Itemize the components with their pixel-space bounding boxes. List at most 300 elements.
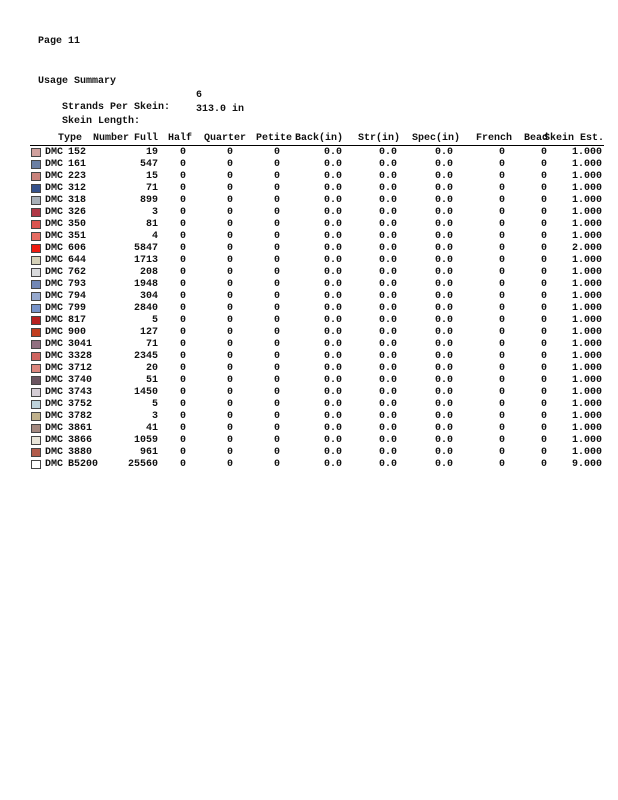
- cell-full: 20: [145, 363, 158, 374]
- cell-french: 0: [498, 255, 505, 266]
- cell-skein: 1.000: [571, 303, 602, 314]
- cell-number: 3861: [68, 423, 93, 434]
- cell-french: 0: [498, 459, 505, 470]
- cell-bead: 0: [540, 231, 547, 242]
- table-row: [0, 447, 618, 459]
- cell-number: 3880: [68, 447, 93, 458]
- cell-skein: 1.000: [571, 171, 602, 182]
- cell-type: DMC: [45, 447, 64, 458]
- cell-bead: 0: [540, 195, 547, 206]
- cell-back: 0.0: [323, 411, 342, 422]
- cell-skein: 9.000: [571, 459, 602, 470]
- cell-skein: 1.000: [571, 219, 602, 230]
- cell-french: 0: [498, 279, 505, 290]
- cell-french: 0: [498, 351, 505, 362]
- color-swatch: [31, 208, 41, 217]
- cell-skein: 1.000: [571, 435, 602, 446]
- cell-spec: 0.0: [434, 399, 453, 410]
- cell-french: 0: [498, 219, 505, 230]
- cell-quarter: 0: [226, 315, 233, 326]
- cell-petite: 0: [273, 411, 280, 422]
- cell-skein: 1.000: [571, 279, 602, 290]
- cell-half: 0: [179, 231, 186, 242]
- cell-skein: 1.000: [571, 399, 602, 410]
- cell-str: 0.0: [378, 459, 397, 470]
- cell-back: 0.0: [323, 183, 342, 194]
- cell-quarter: 0: [226, 423, 233, 434]
- cell-skein: 1.000: [571, 195, 602, 206]
- table-row: [0, 435, 618, 447]
- cell-back: 0.0: [323, 315, 342, 326]
- col-header-number: Number: [93, 133, 130, 144]
- cell-number: 817: [68, 315, 87, 326]
- cell-french: 0: [498, 159, 505, 170]
- cell-petite: 0: [273, 255, 280, 266]
- cell-french: 0: [498, 315, 505, 326]
- color-swatch: [31, 184, 41, 193]
- cell-bead: 0: [540, 447, 547, 458]
- cell-french: 0: [498, 291, 505, 302]
- cell-french: 0: [498, 423, 505, 434]
- cell-full: 4: [151, 231, 158, 242]
- cell-skein: 1.000: [571, 351, 602, 362]
- cell-type: DMC: [45, 255, 64, 266]
- cell-spec: 0.0: [434, 459, 453, 470]
- cell-petite: 0: [273, 147, 280, 158]
- cell-half: 0: [179, 147, 186, 158]
- cell-str: 0.0: [378, 279, 397, 290]
- cell-french: 0: [498, 267, 505, 278]
- cell-spec: 0.0: [434, 219, 453, 230]
- cell-half: 0: [179, 339, 186, 350]
- cell-french: 0: [498, 243, 505, 254]
- cell-half: 0: [179, 351, 186, 362]
- cell-petite: 0: [273, 423, 280, 434]
- cell-full: 71: [145, 339, 158, 350]
- table-row: [0, 459, 618, 471]
- cell-type: DMC: [45, 303, 64, 314]
- cell-type: DMC: [45, 459, 64, 470]
- col-header-skein: Skein Est.: [543, 133, 604, 144]
- cell-str: 0.0: [378, 411, 397, 422]
- cell-petite: 0: [273, 291, 280, 302]
- color-swatch: [31, 256, 41, 265]
- cell-half: 0: [179, 243, 186, 254]
- cell-petite: 0: [273, 459, 280, 470]
- cell-type: DMC: [45, 267, 64, 278]
- cell-number: 644: [68, 255, 87, 266]
- col-header-type: Type: [58, 133, 83, 144]
- cell-full: 208: [139, 267, 158, 278]
- cell-petite: 0: [273, 243, 280, 254]
- cell-petite: 0: [273, 435, 280, 446]
- cell-spec: 0.0: [434, 447, 453, 458]
- cell-quarter: 0: [226, 387, 233, 398]
- cell-type: DMC: [45, 207, 64, 218]
- table-row: [0, 315, 618, 327]
- cell-quarter: 0: [226, 291, 233, 302]
- cell-spec: 0.0: [434, 303, 453, 314]
- cell-str: 0.0: [378, 243, 397, 254]
- cell-french: 0: [498, 231, 505, 242]
- cell-spec: 0.0: [434, 375, 453, 386]
- cell-spec: 0.0: [434, 171, 453, 182]
- cell-str: 0.0: [378, 423, 397, 434]
- cell-spec: 0.0: [434, 363, 453, 374]
- cell-skein: 1.000: [571, 447, 602, 458]
- cell-spec: 0.0: [434, 339, 453, 350]
- cell-back: 0.0: [323, 363, 342, 374]
- cell-type: DMC: [45, 435, 64, 446]
- cell-french: 0: [498, 147, 505, 158]
- cell-petite: 0: [273, 363, 280, 374]
- cell-spec: 0.0: [434, 183, 453, 194]
- cell-quarter: 0: [226, 195, 233, 206]
- cell-spec: 0.0: [434, 267, 453, 278]
- cell-quarter: 0: [226, 147, 233, 158]
- cell-number: B5200: [68, 459, 99, 470]
- cell-full: 1450: [133, 387, 158, 398]
- table-row: [0, 231, 618, 243]
- usage-table: [0, 133, 618, 470]
- cell-quarter: 0: [226, 303, 233, 314]
- cell-spec: 0.0: [434, 435, 453, 446]
- cell-back: 0.0: [323, 303, 342, 314]
- cell-number: 312: [68, 183, 87, 194]
- cell-skein: 2.000: [571, 243, 602, 254]
- strands-per-skein-label: Strands Per Skein:: [62, 102, 171, 113]
- cell-half: 0: [179, 423, 186, 434]
- cell-bead: 0: [540, 279, 547, 290]
- table-row: [0, 255, 618, 267]
- cell-full: 81: [145, 219, 158, 230]
- color-swatch: [31, 340, 41, 349]
- usage-table-header: [0, 133, 618, 145]
- strands-per-skein-value: 6: [196, 90, 203, 101]
- page-number: Page 11: [38, 36, 81, 47]
- cell-french: 0: [498, 411, 505, 422]
- cell-spec: 0.0: [434, 147, 453, 158]
- cell-str: 0.0: [378, 219, 397, 230]
- cell-french: 0: [498, 375, 505, 386]
- cell-spec: 0.0: [434, 291, 453, 302]
- cell-str: 0.0: [378, 315, 397, 326]
- cell-type: DMC: [45, 423, 64, 434]
- cell-number: 3740: [68, 375, 93, 386]
- cell-spec: 0.0: [434, 351, 453, 362]
- cell-type: DMC: [45, 339, 64, 350]
- cell-french: 0: [498, 447, 505, 458]
- cell-number: 794: [68, 291, 87, 302]
- cell-quarter: 0: [226, 411, 233, 422]
- table-row: [0, 267, 618, 279]
- cell-full: 961: [139, 447, 158, 458]
- cell-str: 0.0: [378, 231, 397, 242]
- cell-number: 161: [68, 159, 87, 170]
- cell-full: 1713: [133, 255, 158, 266]
- cell-full: 71: [145, 183, 158, 194]
- cell-str: 0.0: [378, 303, 397, 314]
- cell-full: 1948: [133, 279, 158, 290]
- cell-full: 3: [151, 207, 158, 218]
- cell-type: DMC: [45, 147, 64, 158]
- cell-half: 0: [179, 255, 186, 266]
- cell-half: 0: [179, 459, 186, 470]
- cell-number: 3041: [68, 339, 93, 350]
- cell-skein: 1.000: [571, 327, 602, 338]
- cell-number: 3328: [68, 351, 93, 362]
- cell-back: 0.0: [323, 387, 342, 398]
- cell-back: 0.0: [323, 243, 342, 254]
- cell-half: 0: [179, 315, 186, 326]
- cell-back: 0.0: [323, 459, 342, 470]
- cell-type: DMC: [45, 183, 64, 194]
- cell-half: 0: [179, 159, 186, 170]
- cell-skein: 1.000: [571, 267, 602, 278]
- cell-bead: 0: [540, 327, 547, 338]
- col-header-half: Half: [167, 133, 192, 144]
- table-row: [0, 339, 618, 351]
- color-swatch: [31, 364, 41, 373]
- table-row: [0, 363, 618, 375]
- cell-str: 0.0: [378, 399, 397, 410]
- table-row: [0, 195, 618, 207]
- cell-petite: 0: [273, 207, 280, 218]
- cell-str: 0.0: [378, 183, 397, 194]
- table-row: [0, 207, 618, 219]
- cell-half: 0: [179, 171, 186, 182]
- cell-number: 3782: [68, 411, 93, 422]
- col-header-bead: Bead: [523, 133, 548, 144]
- cell-number: 318: [68, 195, 87, 206]
- cell-quarter: 0: [226, 351, 233, 362]
- cell-str: 0.0: [378, 159, 397, 170]
- cell-back: 0.0: [323, 159, 342, 170]
- cell-petite: 0: [273, 171, 280, 182]
- cell-full: 25560: [127, 459, 158, 470]
- cell-str: 0.0: [378, 171, 397, 182]
- cell-petite: 0: [273, 183, 280, 194]
- cell-petite: 0: [273, 279, 280, 290]
- cell-str: 0.0: [378, 291, 397, 302]
- cell-bead: 0: [540, 267, 547, 278]
- cell-type: DMC: [45, 171, 64, 182]
- skein-length-label: Skein Length:: [62, 116, 141, 127]
- cell-str: 0.0: [378, 327, 397, 338]
- cell-full: 19: [145, 147, 158, 158]
- cell-bead: 0: [540, 423, 547, 434]
- cell-french: 0: [498, 303, 505, 314]
- cell-quarter: 0: [226, 207, 233, 218]
- cell-petite: 0: [273, 387, 280, 398]
- cell-bead: 0: [540, 243, 547, 254]
- cell-back: 0.0: [323, 375, 342, 386]
- cell-type: DMC: [45, 387, 64, 398]
- color-swatch: [31, 268, 41, 277]
- cell-half: 0: [179, 447, 186, 458]
- cell-half: 0: [179, 327, 186, 338]
- table-row: [0, 159, 618, 171]
- col-header-spec: Spec(in): [411, 133, 460, 144]
- col-header-french: French: [475, 133, 512, 144]
- table-row: [0, 303, 618, 315]
- cell-number: 326: [68, 207, 87, 218]
- color-swatch: [31, 400, 41, 409]
- cell-str: 0.0: [378, 255, 397, 266]
- table-row: [0, 219, 618, 231]
- cell-half: 0: [179, 183, 186, 194]
- cell-str: 0.0: [378, 447, 397, 458]
- color-swatch: [31, 388, 41, 397]
- cell-spec: 0.0: [434, 423, 453, 434]
- cell-full: 2840: [133, 303, 158, 314]
- cell-back: 0.0: [323, 291, 342, 302]
- cell-spec: 0.0: [434, 387, 453, 398]
- cell-number: 3743: [68, 387, 93, 398]
- color-swatch: [31, 460, 41, 469]
- cell-str: 0.0: [378, 351, 397, 362]
- cell-petite: 0: [273, 327, 280, 338]
- cell-back: 0.0: [323, 435, 342, 446]
- cell-petite: 0: [273, 339, 280, 350]
- cell-back: 0.0: [323, 351, 342, 362]
- cell-skein: 1.000: [571, 291, 602, 302]
- cell-bead: 0: [540, 303, 547, 314]
- cell-half: 0: [179, 279, 186, 290]
- cell-back: 0.0: [323, 147, 342, 158]
- cell-quarter: 0: [226, 339, 233, 350]
- cell-bead: 0: [540, 183, 547, 194]
- cell-bead: 0: [540, 159, 547, 170]
- cell-str: 0.0: [378, 435, 397, 446]
- color-swatch: [31, 280, 41, 289]
- cell-spec: 0.0: [434, 159, 453, 170]
- cell-full: 127: [139, 327, 158, 338]
- table-row: [0, 411, 618, 423]
- cell-full: 15: [145, 171, 158, 182]
- cell-type: DMC: [45, 315, 64, 326]
- color-swatch: [31, 304, 41, 313]
- cell-str: 0.0: [378, 339, 397, 350]
- cell-french: 0: [498, 207, 505, 218]
- cell-french: 0: [498, 363, 505, 374]
- cell-type: DMC: [45, 231, 64, 242]
- cell-spec: 0.0: [434, 243, 453, 254]
- cell-back: 0.0: [323, 219, 342, 230]
- table-row: [0, 291, 618, 303]
- cell-type: DMC: [45, 327, 64, 338]
- cell-full: 51: [145, 375, 158, 386]
- cell-type: DMC: [45, 399, 64, 410]
- cell-french: 0: [498, 195, 505, 206]
- cell-bead: 0: [540, 171, 547, 182]
- cell-str: 0.0: [378, 195, 397, 206]
- cell-half: 0: [179, 387, 186, 398]
- cell-bead: 0: [540, 363, 547, 374]
- cell-type: DMC: [45, 363, 64, 374]
- cell-back: 0.0: [323, 327, 342, 338]
- cell-number: 3752: [68, 399, 93, 410]
- cell-skein: 1.000: [571, 339, 602, 350]
- table-row: [0, 399, 618, 411]
- color-swatch: [31, 424, 41, 433]
- cell-number: 152: [68, 147, 87, 158]
- cell-quarter: 0: [226, 183, 233, 194]
- cell-half: 0: [179, 195, 186, 206]
- table-row: [0, 387, 618, 399]
- col-header-full: Full: [133, 133, 158, 144]
- cell-skein: 1.000: [571, 255, 602, 266]
- cell-bead: 0: [540, 459, 547, 470]
- cell-type: DMC: [45, 195, 64, 206]
- cell-half: 0: [179, 375, 186, 386]
- cell-bead: 0: [540, 375, 547, 386]
- cell-bead: 0: [540, 351, 547, 362]
- cell-half: 0: [179, 411, 186, 422]
- cell-french: 0: [498, 435, 505, 446]
- color-swatch: [31, 436, 41, 445]
- cell-french: 0: [498, 387, 505, 398]
- table-row: [0, 351, 618, 363]
- cell-quarter: 0: [226, 363, 233, 374]
- color-swatch: [31, 412, 41, 421]
- cell-type: DMC: [45, 243, 64, 254]
- color-swatch: [31, 172, 41, 181]
- cell-french: 0: [498, 399, 505, 410]
- cell-quarter: 0: [226, 375, 233, 386]
- cell-str: 0.0: [378, 267, 397, 278]
- cell-number: 223: [68, 171, 87, 182]
- table-row: [0, 243, 618, 255]
- cell-type: DMC: [45, 159, 64, 170]
- cell-half: 0: [179, 207, 186, 218]
- cell-str: 0.0: [378, 147, 397, 158]
- cell-quarter: 0: [226, 459, 233, 470]
- cell-bead: 0: [540, 291, 547, 302]
- cell-quarter: 0: [226, 399, 233, 410]
- cell-petite: 0: [273, 159, 280, 170]
- usage-summary-title: Usage Summary: [38, 76, 117, 87]
- cell-bead: 0: [540, 435, 547, 446]
- cell-full: 1059: [133, 435, 158, 446]
- usage-table-body: [0, 147, 618, 471]
- cell-back: 0.0: [323, 255, 342, 266]
- cell-spec: 0.0: [434, 327, 453, 338]
- cell-skein: 1.000: [571, 363, 602, 374]
- col-header-quarter: Quarter: [203, 133, 246, 144]
- cell-skein: 1.000: [571, 387, 602, 398]
- cell-spec: 0.0: [434, 231, 453, 242]
- cell-spec: 0.0: [434, 411, 453, 422]
- cell-back: 0.0: [323, 339, 342, 350]
- cell-full: 547: [139, 159, 158, 170]
- cell-bead: 0: [540, 207, 547, 218]
- color-swatch: [31, 376, 41, 385]
- cell-skein: 1.000: [571, 315, 602, 326]
- cell-skein: 1.000: [571, 147, 602, 158]
- table-row: [0, 183, 618, 195]
- color-swatch: [31, 448, 41, 457]
- cell-back: 0.0: [323, 195, 342, 206]
- table-row: [0, 171, 618, 183]
- cell-quarter: 0: [226, 255, 233, 266]
- cell-half: 0: [179, 303, 186, 314]
- cell-spec: 0.0: [434, 207, 453, 218]
- cell-str: 0.0: [378, 387, 397, 398]
- cell-bead: 0: [540, 315, 547, 326]
- cell-spec: 0.0: [434, 279, 453, 290]
- cell-full: 5: [151, 315, 158, 326]
